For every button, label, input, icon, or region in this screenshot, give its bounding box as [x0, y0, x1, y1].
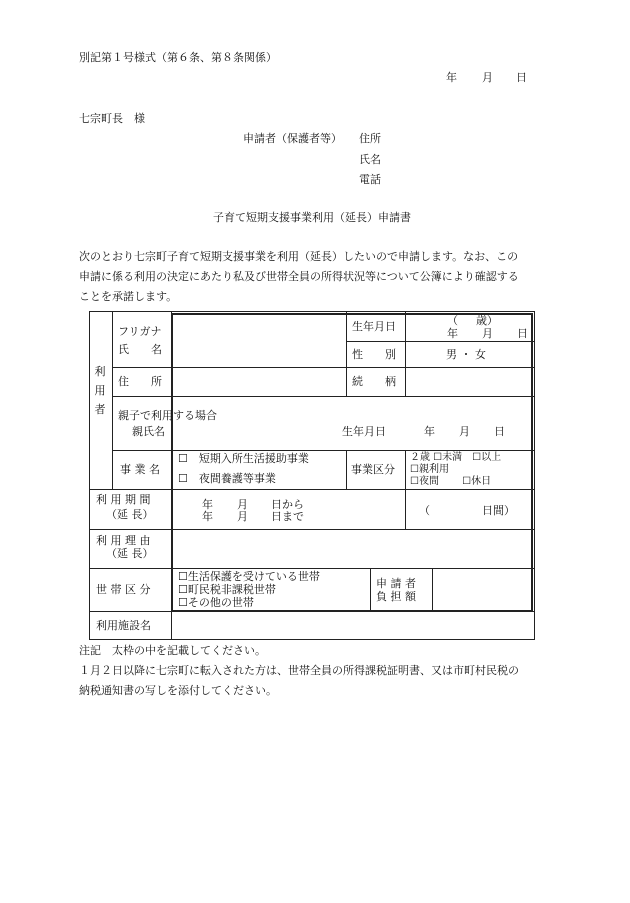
note-2-line-1: １月２日以降に七宗町に転入された方は、世帯全員の所得課税証明書、又は市町村民税の [79, 664, 519, 677]
period-label: 利 用 期 間 [96, 493, 151, 506]
gender-label: 性 別 [352, 348, 396, 361]
reason-sub-label: （延 長） [106, 547, 154, 560]
grid-line [432, 568, 433, 611]
parent-name-label: 親氏名 [132, 425, 165, 438]
business-category-label: 事業区分 [351, 463, 395, 476]
category-age-options[interactable]: ２歳 ☐未満 ☐以上 [410, 452, 502, 463]
intro-line-2: 申請に係る利用の決定にあたり私及び世帯全員の所得状況等について公簿により確認する [79, 270, 519, 283]
grid-line [112, 311, 113, 489]
document-title: 子育て短期支援事業利用（延長）申請書 [213, 211, 411, 224]
date-year-label: 年 [446, 71, 457, 84]
reason-label: 利 用 理 由 [96, 534, 151, 547]
date-month-label: 月 [482, 71, 493, 84]
applicant-label: 申請者（保護者等） [243, 132, 342, 145]
grid-line [370, 568, 371, 611]
parent-birth-month-label: 月 [459, 425, 470, 438]
grid-line [112, 367, 535, 368]
addressee: 七宗町長 様 [79, 112, 145, 125]
burden-label-line1: 申 請 者 [376, 577, 416, 590]
grid-line [89, 489, 535, 490]
days-paren-open: （ [419, 504, 430, 517]
household-option-welfare[interactable]: ☐生活保護を受けている世帯 [178, 570, 320, 583]
grid-line [89, 529, 535, 530]
period-sub-label: （延 長） [106, 508, 154, 521]
intro-line-1: 次のとおり七宗町子育て短期支援事業を利用（延長）したいので申請します。なお、この [79, 250, 519, 263]
grid-line [89, 568, 535, 569]
applicant-phone-label: 電話 [359, 173, 381, 186]
period-to-year: 年 [202, 510, 213, 523]
intro-line-3: ことを承諾します。 [79, 290, 178, 303]
date-day-label: 日 [516, 71, 527, 84]
parent-birthdate-label: 生年月日 [342, 425, 386, 438]
parent-child-note: 親子で利用する場合 [118, 409, 217, 422]
grid-line [346, 311, 347, 396]
business-option-night-care[interactable]: ☐ 夜間養護等事業 [178, 472, 276, 485]
relationship-field[interactable] [407, 369, 532, 395]
applicant-address-label: 住所 [359, 132, 381, 145]
note-1: 注記 太枠の中を記載してください。 [79, 644, 266, 657]
period-to-month: 月 [237, 510, 248, 523]
grid-line [171, 311, 172, 396]
birthdate-label: 生年月日 [352, 320, 396, 333]
user-name-field[interactable] [173, 313, 345, 366]
birth-month-label: 月 [482, 327, 493, 340]
parent-birth-year-label: 年 [424, 425, 435, 438]
grid-line [89, 611, 535, 612]
relationship-label: 続 柄 [352, 375, 396, 388]
birth-day-label: 日 [517, 327, 528, 340]
note-2-line-2: 納税通知書の写しを添付してください。 [79, 684, 277, 697]
age-paren-open: （ [447, 314, 458, 327]
furigana-label: フリガナ [118, 325, 162, 338]
household-option-other[interactable]: ☐その他の世帯 [178, 596, 254, 609]
period-from-month: 月 [237, 498, 248, 511]
address-label: 住 所 [118, 375, 162, 388]
user-section-label: 利用者 [94, 365, 106, 416]
applicant-name-label: 氏名 [359, 153, 381, 166]
household-option-tax-exempt[interactable]: ☐町民税非課税世帯 [178, 583, 276, 596]
birth-year-label: 年 [447, 327, 458, 340]
period-to-suffix: 日まで [271, 510, 304, 523]
business-name-label: 事 業 名 [120, 463, 160, 476]
category-night-holiday-options[interactable]: ☐夜間 ☐休日 [410, 476, 492, 487]
facility-label: 利用施設名 [96, 619, 151, 632]
grid-line [346, 341, 535, 342]
period-from-suffix: 日から [271, 498, 304, 511]
parent-birth-day-label: 日 [494, 425, 505, 438]
business-option-short-stay[interactable]: ☐ 短期入所生活援助事業 [178, 452, 309, 465]
gender-options[interactable]: 男 ・ 女 [446, 348, 486, 361]
category-parent-use-option[interactable]: ☐親利用 [410, 464, 449, 475]
address-field[interactable] [173, 369, 345, 395]
household-label: 世 帯 区 分 [96, 583, 151, 596]
days-count-suffix: 日間） [482, 504, 515, 517]
name-label: 氏 名 [118, 343, 162, 356]
facility-field[interactable] [173, 613, 533, 638]
grid-line [405, 311, 406, 396]
grid-line [346, 450, 347, 489]
form-number: 別記第１号様式（第６条、第８条関係） [79, 51, 277, 64]
reason-field[interactable] [173, 531, 532, 567]
grid-line [112, 450, 535, 451]
period-from-year: 年 [202, 498, 213, 511]
burden-label-line2: 負 担 額 [376, 590, 416, 603]
age-unit: 歳） [476, 314, 498, 327]
grid-line [112, 396, 535, 397]
